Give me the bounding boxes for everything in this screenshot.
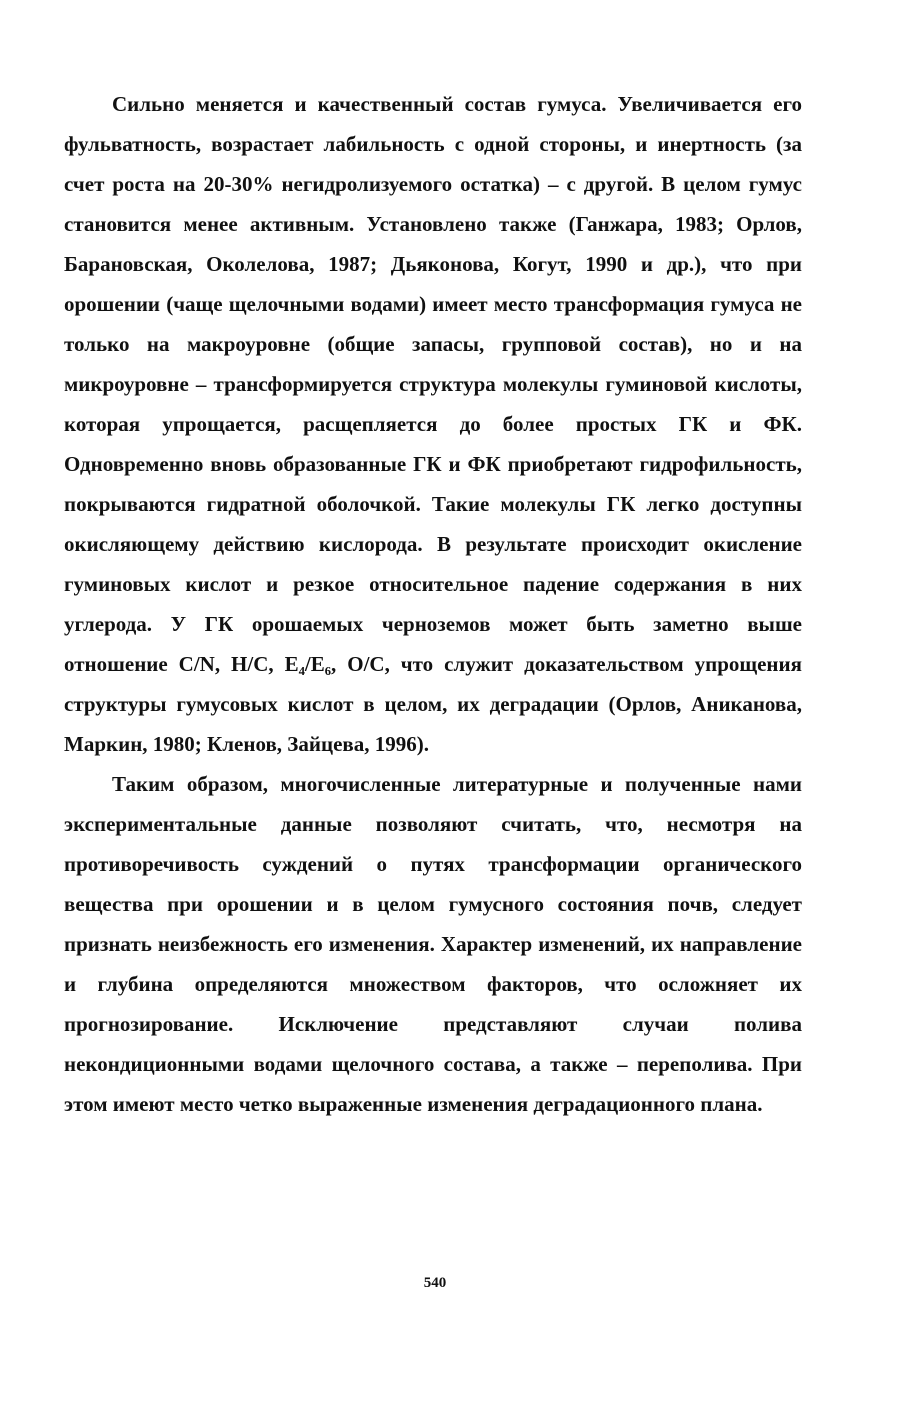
body-text xyxy=(64,84,802,1124)
page-number: 540 xyxy=(423,1275,447,1291)
paragraph-2: Таким образом, многочисленные литературные и полученные нами экспериментальные данные позволяют считать, что, несмотря на противоречивость суждений о путях трансформации органического вещества при орошении и в целом гумусного состояния почв, следует признать неизбежность его изменения. Характер изменений, их направление и глубина определяются множеством факторов, что осложняет их прогнозирование. Исключение представляют случаи полива некондиционными водами щелочного состава, а также – переполива. При этом имеют место четко выраженные изменения деградационного плана. xyxy=(64,772,802,1116)
paragraph-1: Сильно меняется и качественный состав гумуса. Увеличивается его фульватность, возрастает лабильность с одной стороны, и инертность (за счет роста на 20-30% негидролизуемого остатка) – с другой. В целом гумус становится менее активным. Установлено также (Ганжара, 1983; Орлов, Барановская, Околелова, 1987; Дьяконова, Когут, 1990 и др.), что при орошении (чаще щелочными водами) имеет место трансформация гумуса не только на макроуровне (общие запасы, групповой состав), но и на микроуровне – трансформируется структура молекулы гуминовой кислоты, которая упрощается, расщепляется до более простых ГК и ФК. Одновременно вновь образованные ГК и ФК приобретают гидрофильность, покрываются гидратной оболочкой. Такие молекулы ГК легко доступны окисляющему действию кислорода. В результате происходит окисление гуминовых кислот и резкое относительное падение содержания в них углерода. У ГК орошаемых черноземов может быть заметно выше отношение C/N, H/C, E₄/E₆, O/C, что служит доказательством упрощения структуры гумусовых кислот в целом, их деградации (Орлов, Аниканова, Маркин, 1980; Кленов, Зайцева, 1996). xyxy=(64,92,802,756)
